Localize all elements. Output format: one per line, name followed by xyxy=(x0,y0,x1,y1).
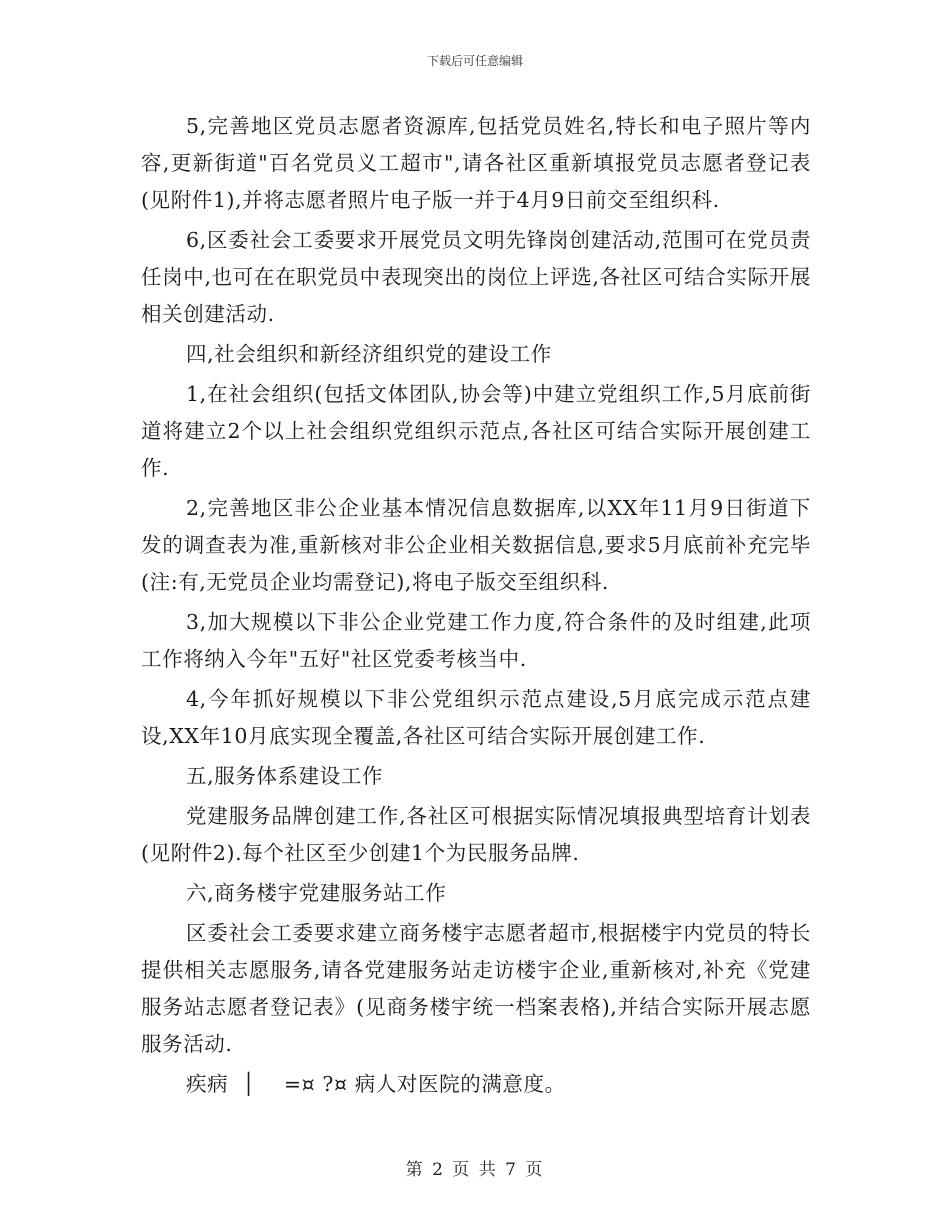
paragraph-s6: 区委社会工委要求建立商务楼宇志愿者超市,根据楼宇内党员的特长提供相关志愿服务,请各党建服务站走访楼宇企业,重新核对,补充《党建服务站志愿者登记表》(见商务楼宇统一档案表格),并结合实际开展志愿服务活动. xyxy=(141,921,811,1056)
paragraph-s4-3: 3,加大规模以下非公企业党建工作力度,符合条件的及时组建,此项工作将纳入今年"五好"社区党委考核当中. xyxy=(141,610,811,671)
paragraph-s5: 党建服务品牌创建工作,各社区可根据实际情况填报典型培育计划表(见附件2).每个社区至少创建1个为民服务品牌. xyxy=(141,804,811,865)
document-body xyxy=(141,108,811,1103)
page-number: 第 2 页 共 7 页 xyxy=(405,1160,545,1180)
page-header: 下载后可任意编辑 xyxy=(426,54,523,68)
section-heading-4: 四,社会组织和新经济组织党的建设工作 xyxy=(186,342,552,366)
section-heading-6: 六,商务楼宇党建服务站工作 xyxy=(186,881,447,905)
section-heading-5: 五,服务体系建设工作 xyxy=(186,764,384,788)
paragraph-s4-2: 2,完善地区非公企业基本情况信息数据库,以XX年11月9日街道下发的调查表为准,重新核对非公企业相关数据信息,要求5月底前补充完毕(注:有,无党员企业均需登记),将电子版交至组织科. xyxy=(141,496,811,594)
paragraph-6: 6,区委社会工委要求开展党员文明先锋岗创建活动,范围可在党员责任岗中,也可在在职党员中表现突出的岗位上评选,各社区可结合实际开展相关创建活动. xyxy=(141,228,811,326)
garbled-trailing-line: 疾病 │ =¤ ?¤ 病人对医院的满意度。 xyxy=(186,1072,566,1096)
paragraph-s4-1: 1,在社会组织(包括文体团队,协会等)中建立党组织工作,5月底前街道将建立2个以上社会组织党组织示范点,各社区可结合实际开展创建工作. xyxy=(141,382,811,480)
paragraph-5: 5,完善地区党员志愿者资源库,包括党员姓名,特长和电子照片等内容,更新街道"百名党员义工超市",请各社区重新填报党员志愿者登记表(见附件1),并将志愿者照片电子版一并于4月9日前交至组织科. xyxy=(141,114,811,212)
paragraph-s4-4: 4,今年抓好规模以下非公党组织示范点建设,5月底完成示范点建设,XX年10月底实现全覆盖,各社区可结合实际开展创建工作. xyxy=(141,687,811,748)
